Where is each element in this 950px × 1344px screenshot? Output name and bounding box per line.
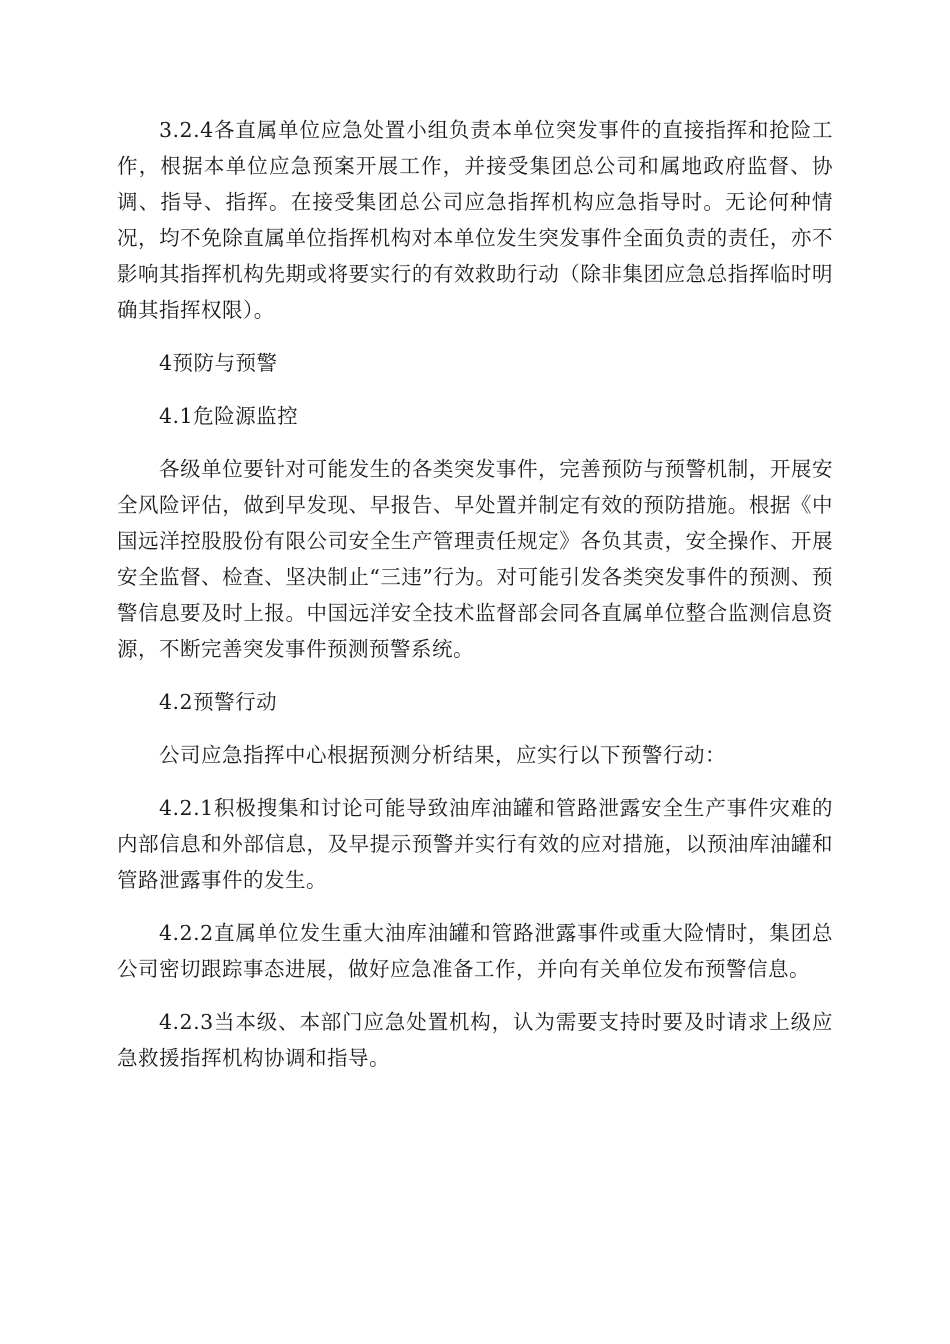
heading-4-1-hazard-monitoring: 4.1危险源监控: [159, 404, 299, 428]
paragraph-4-2-intro: 公司应急指挥中心根据预测分析结果，应实行以下预警行动：: [159, 743, 726, 767]
paragraph-4-2-2: 4.2.2直属单位发生重大油库油罐和管路泄露事件或重大险情时，集团总公司密切跟踪事态进展，做好应急准备工作，并向有关单位发布预警信息。: [117, 921, 833, 981]
paragraph-4-2-3: 4.2.3当本级、本部门应急处置机构，认为需要支持时要及时请求上级应急救援指挥机构协调和指导。: [117, 1010, 833, 1070]
paragraph-3-2-4: 3.2.4各直属单位应急处置小组负责本单位突发事件的直接指挥和抢险工作，根据本单位应急预案开展工作，并接受集团总公司和属地政府监督、协调、指导、指挥。在接受集团总公司应急指挥机构应急指导时。无论何种情况，均不免除直属单位指挥机构对本单位发生突发事件全面负责的责任，亦不影响其指挥机构先期或将要实行的有效救助行动（除非集团应急总指挥临时明确其指挥权限）。: [117, 118, 833, 322]
paragraph-4-2-1: 4.2.1积极搜集和讨论可能导致油库油罐和管路泄露安全生产事件灾难的内部信息和外部信息，及早提示预警并实行有效的应对措施，以预油库油罐和管路泄露事件的发生。: [117, 796, 833, 892]
document-body: [117, 112, 833, 1076]
heading-4-prevention-warning: 4预防与预警: [159, 351, 278, 375]
paragraph-4-1-body: 各级单位要针对可能发生的各类突发事件，完善预防与预警机制，开展安全风险评估，做到早发现、早报告、早处置并制定有效的预防措施。根据《中国远洋控股股份有限公司安全生产管理责任规定》各负其责，安全操作、开展安全监督、检查、坚决制止“三违”行为。对可能引发各类突发事件的预测、预警信息要及时上报。中国远洋安全技术监督部会同各直属单位整合监测信息资源，不断完善突发事件预测预警系统。: [117, 457, 833, 661]
heading-4-2-warning-actions: 4.2预警行动: [159, 690, 278, 714]
